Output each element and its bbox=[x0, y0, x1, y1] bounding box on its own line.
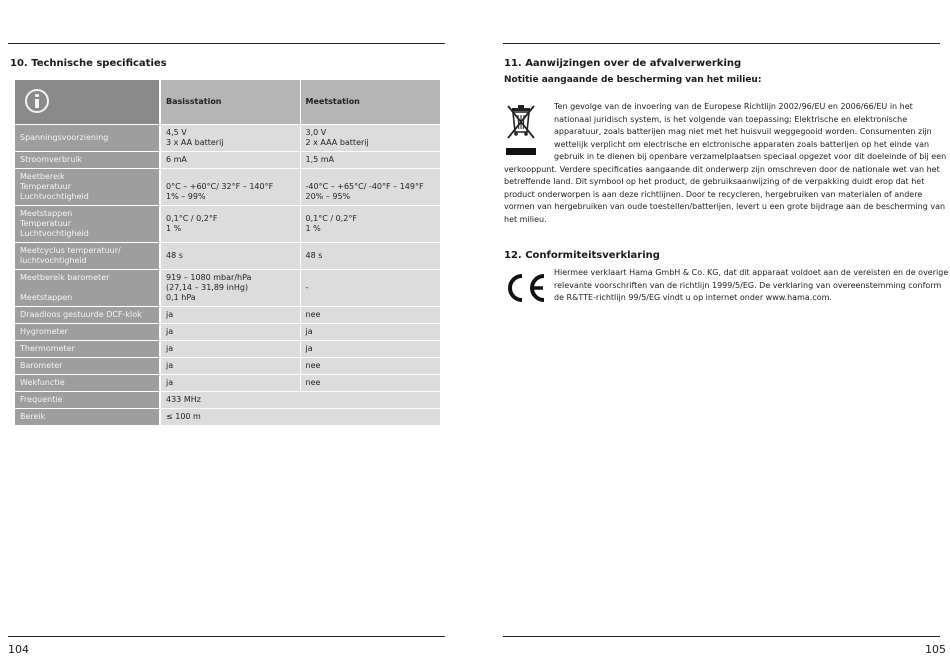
section-11-heading: 11. Aanwijzingen over de afvalverwerking bbox=[504, 58, 742, 69]
row-label-lines bbox=[20, 361, 154, 371]
cell-line: 1 % bbox=[166, 224, 182, 233]
crossed-bin-icon bbox=[503, 98, 539, 158]
cell-line: Spanningsvoorziening bbox=[20, 133, 109, 142]
cell-line: 48 s bbox=[305, 251, 323, 260]
text-line: relevante voorschriften van de richtlijn 1999/5/EG. De verklaring van overeenstemming conform bbox=[554, 280, 942, 290]
cell-line: -40°C – +65°C/ -40°F – 149°F bbox=[305, 182, 424, 191]
cell-line: 4,5 V bbox=[166, 128, 187, 137]
row-label-lines bbox=[20, 395, 154, 405]
text-line: het milieu. bbox=[504, 214, 547, 224]
cell-line: 0,1 hPa bbox=[166, 293, 196, 302]
row-value-basisstation bbox=[160, 243, 300, 270]
cell-line: Hygrometer bbox=[20, 327, 68, 336]
text-line: product onderworpen is aan deze richtlijnen. Door te recycleren, hergebruiken van materialen of andere bbox=[504, 189, 923, 199]
cell-line: 0,1°C / 0,2°F bbox=[305, 214, 357, 223]
cell-line: 3,0 V bbox=[305, 128, 327, 137]
row-label bbox=[15, 324, 160, 341]
cell-line bbox=[166, 172, 295, 182]
bottom-rule-left bbox=[8, 636, 445, 637]
row-value-basisstation bbox=[160, 125, 300, 152]
row-value-basisstation bbox=[160, 375, 300, 392]
waste-text-full bbox=[504, 164, 945, 227]
row-value-basisstation-lines bbox=[166, 327, 295, 337]
row-label bbox=[15, 206, 160, 243]
row-value-basisstation bbox=[160, 358, 300, 375]
text-line: betreffende land. Dit symbool op het product, de gebruiksaanwijzing of de verpakking duidt erop dat het bbox=[504, 177, 925, 186]
row-label-lines bbox=[20, 172, 154, 202]
row-value-meetstation-lines bbox=[306, 378, 436, 388]
table-row bbox=[15, 270, 440, 307]
cell-line: 1% – 99% bbox=[166, 192, 206, 201]
row-value-meetstation-lines bbox=[306, 251, 436, 261]
cell-line: Meetstappen bbox=[20, 209, 73, 218]
table-row bbox=[15, 243, 440, 270]
cell-line bbox=[306, 172, 436, 182]
cell-line bbox=[20, 283, 154, 293]
table-row bbox=[15, 324, 440, 341]
cell-line: nee bbox=[305, 310, 321, 319]
row-value-basisstation-lines bbox=[166, 155, 295, 165]
row-value-meetstation-lines bbox=[306, 361, 436, 371]
text-line: Ten gevolge van de invoering van de Europese Richtlijn 2002/96/EU en 2006/66/EU in het bbox=[554, 102, 913, 111]
header-meetstation: Meetstation bbox=[300, 80, 440, 125]
cell-line: Frequentie bbox=[20, 395, 63, 404]
row-value-meetstation bbox=[300, 243, 440, 270]
cell-line: Thermometer bbox=[20, 344, 75, 353]
row-label-lines bbox=[20, 133, 154, 143]
row-label-lines bbox=[20, 412, 154, 422]
row-value-meetstation-lines bbox=[306, 310, 436, 320]
row-value-basisstation-lines bbox=[166, 378, 295, 388]
cell-line: luchtvochtigheid bbox=[20, 256, 87, 265]
text-line: verkooppunt. Verdere specificaties aangaande dit onderwerp zijn omschreven door de nationale wet van het bbox=[504, 164, 940, 174]
row-label-lines bbox=[20, 327, 154, 337]
cell-line: ja bbox=[166, 344, 174, 353]
row-label-lines bbox=[20, 209, 154, 239]
cell-line: ja bbox=[305, 344, 313, 353]
info-icon bbox=[25, 89, 49, 113]
bottom-rule-right bbox=[503, 636, 940, 637]
cell-line: Temperatuur bbox=[20, 219, 71, 228]
row-value-meetstation bbox=[300, 375, 440, 392]
row-value-meetstation-lines bbox=[306, 128, 436, 148]
row-label bbox=[15, 243, 160, 270]
text-line: gebruik in te dienen bij openbare verzamelplaatsen speciaal opgezet voor dit doeleinde of bij een bbox=[554, 152, 947, 161]
ce-mark-icon bbox=[502, 271, 548, 305]
header-basisstation: Basisstation bbox=[160, 80, 300, 125]
cell-line: nee bbox=[305, 378, 321, 387]
row-value-basisstation-lines bbox=[166, 361, 295, 371]
table-row bbox=[15, 375, 440, 392]
left-page bbox=[0, 0, 470, 670]
row-value-basisstation bbox=[160, 270, 300, 307]
cell-line: ja bbox=[166, 361, 174, 370]
cell-line: Luchtvochtigheid bbox=[20, 229, 89, 238]
row-label-lines bbox=[20, 310, 154, 320]
row-value-meetstation bbox=[300, 125, 440, 152]
row-value-basisstation-lines bbox=[166, 251, 295, 261]
text-line: nationaal juridisch system, is het volgende van toepassing: Elektrische en elektronische bbox=[554, 114, 908, 124]
table-row bbox=[15, 409, 440, 426]
row-label bbox=[15, 307, 160, 324]
top-rule-left bbox=[8, 43, 445, 44]
row-label-lines bbox=[20, 273, 154, 303]
row-value-meetstation bbox=[300, 324, 440, 341]
row-value-basisstation bbox=[160, 152, 300, 169]
header-icon-cell bbox=[15, 80, 160, 125]
cell-line: 6 mA bbox=[166, 155, 187, 164]
cell-line: 48 s bbox=[166, 251, 183, 260]
cell-line: Meetbereik bbox=[20, 172, 65, 181]
cell-line: Meetcyclus temperatuur/ bbox=[20, 246, 121, 255]
cell-line: 0°C – +60°C/ 32°F – 140°F bbox=[166, 182, 274, 191]
cell-line: 919 – 1080 mbar/hPa bbox=[166, 273, 252, 282]
row-value-meetstation bbox=[300, 169, 440, 206]
row-value-meetstation bbox=[300, 358, 440, 375]
table-row bbox=[15, 206, 440, 243]
row-value-meetstation bbox=[300, 307, 440, 324]
row-label-lines bbox=[20, 155, 154, 165]
cell-line: Luchtvochtigheid bbox=[20, 192, 89, 201]
specifications-table bbox=[15, 80, 440, 426]
cell-line: 20% – 95% bbox=[305, 192, 351, 201]
cell-line: Stroomverbruik bbox=[20, 155, 83, 164]
row-value-meetstation bbox=[300, 206, 440, 243]
table-row bbox=[15, 341, 440, 358]
cell-line: (27,14 – 31,89 inHg) bbox=[166, 283, 249, 292]
cell-line: Temperatuur bbox=[20, 182, 71, 191]
cell-line: Meetbereik barometer bbox=[20, 273, 110, 282]
row-value-basisstation-lines bbox=[166, 344, 295, 354]
row-value-meetstation-lines bbox=[306, 172, 436, 202]
row-value-basisstation-lines bbox=[166, 310, 295, 320]
table-row bbox=[15, 169, 440, 206]
conformity-text bbox=[554, 267, 948, 305]
table-row bbox=[15, 152, 440, 169]
row-value-meetstation bbox=[300, 270, 440, 307]
top-rule-right bbox=[503, 43, 940, 44]
row-value-meetstation-lines bbox=[306, 155, 436, 165]
row-value-merged: ≤ 100 m bbox=[160, 409, 440, 426]
row-label bbox=[15, 341, 160, 358]
cell-line: 3 x AA batterij bbox=[166, 138, 224, 147]
row-value-meetstation-lines bbox=[306, 214, 436, 234]
row-label bbox=[15, 169, 160, 206]
row-label bbox=[15, 409, 160, 426]
row-value-basisstation bbox=[160, 324, 300, 341]
cell-line: ja bbox=[166, 378, 174, 387]
cell-line: 0,1°C / 0,2°F bbox=[166, 214, 218, 223]
cell-line: ja bbox=[166, 327, 174, 336]
row-value-basisstation bbox=[160, 307, 300, 324]
row-label-lines bbox=[20, 344, 154, 354]
cell-line: Bereik bbox=[20, 412, 46, 421]
page-number-right: 105 bbox=[925, 643, 946, 656]
cell-line: Meetstappen bbox=[20, 293, 73, 302]
row-value-meetstation bbox=[300, 341, 440, 358]
row-label bbox=[15, 392, 160, 409]
row-label bbox=[15, 152, 160, 169]
cell-line: nee bbox=[305, 361, 321, 370]
row-value-basisstation bbox=[160, 341, 300, 358]
row-value-basisstation-lines bbox=[166, 273, 295, 303]
row-value-meetstation-lines bbox=[306, 283, 436, 293]
cell-line: 1 % bbox=[305, 224, 321, 233]
cell-line: ja bbox=[305, 327, 313, 336]
cell-line: 1,5 mA bbox=[305, 155, 335, 164]
text-line: de R&TTE-richtlijn 99/5/EG vindt u op internet onder www.hama.com. bbox=[554, 293, 832, 302]
text-line: vormen van hergebruiken van oude toestellen/batterijen, levert u een grote bijdrage aan de bescherming van bbox=[504, 202, 946, 211]
cell-line: - bbox=[305, 283, 309, 292]
row-value-meetstation-lines bbox=[306, 344, 436, 354]
text-line: Hiermee verklaart Hama GmbH & Co. KG, dat dit apparaat voldoet aan de vereisten en de overige bbox=[554, 268, 949, 277]
row-value-meetstation bbox=[300, 152, 440, 169]
row-value-merged: 433 MHz bbox=[160, 392, 440, 409]
table-header-row bbox=[15, 80, 440, 125]
table-row bbox=[15, 125, 440, 152]
table-row bbox=[15, 358, 440, 375]
waste-text-indented bbox=[554, 101, 946, 164]
row-value-meetstation-lines bbox=[306, 327, 436, 337]
row-label-lines bbox=[20, 378, 154, 388]
cell-line: Draadloos gestuurde DCF-klok bbox=[20, 310, 142, 319]
row-value-basisstation-lines bbox=[166, 214, 295, 234]
row-value-basisstation-lines bbox=[166, 128, 295, 148]
cell-line: 2 x AAA batterij bbox=[305, 138, 369, 147]
environment-subheading: Notitie aangaande de bescherming van het milieu: bbox=[504, 75, 762, 85]
row-label bbox=[15, 270, 160, 307]
page-number-left: 104 bbox=[8, 643, 29, 656]
cell-line: Wekfunctie bbox=[20, 378, 65, 387]
table-row bbox=[15, 307, 440, 324]
text-line: apparatuur, zoals batterijen mag niet met het huisvuil weggegooid worden. Consumenten zijn bbox=[554, 127, 932, 136]
section-10-heading: 10. Technische specificaties bbox=[10, 58, 167, 69]
row-value-basisstation bbox=[160, 169, 300, 206]
section-12-heading: 12. Conformiteitsverklaring bbox=[504, 250, 660, 261]
cell-line: Barometer bbox=[20, 361, 63, 370]
row-label bbox=[15, 358, 160, 375]
row-value-basisstation-lines bbox=[166, 172, 295, 202]
row-value-basisstation bbox=[160, 206, 300, 243]
row-label bbox=[15, 375, 160, 392]
text-line: wettelijk verplicht om electrische en elctronische apparaten zoals batterijen op het einde van bbox=[554, 139, 930, 149]
row-label-lines bbox=[20, 246, 154, 266]
row-label bbox=[15, 125, 160, 152]
table-row bbox=[15, 392, 440, 409]
cell-line: ja bbox=[166, 310, 174, 319]
